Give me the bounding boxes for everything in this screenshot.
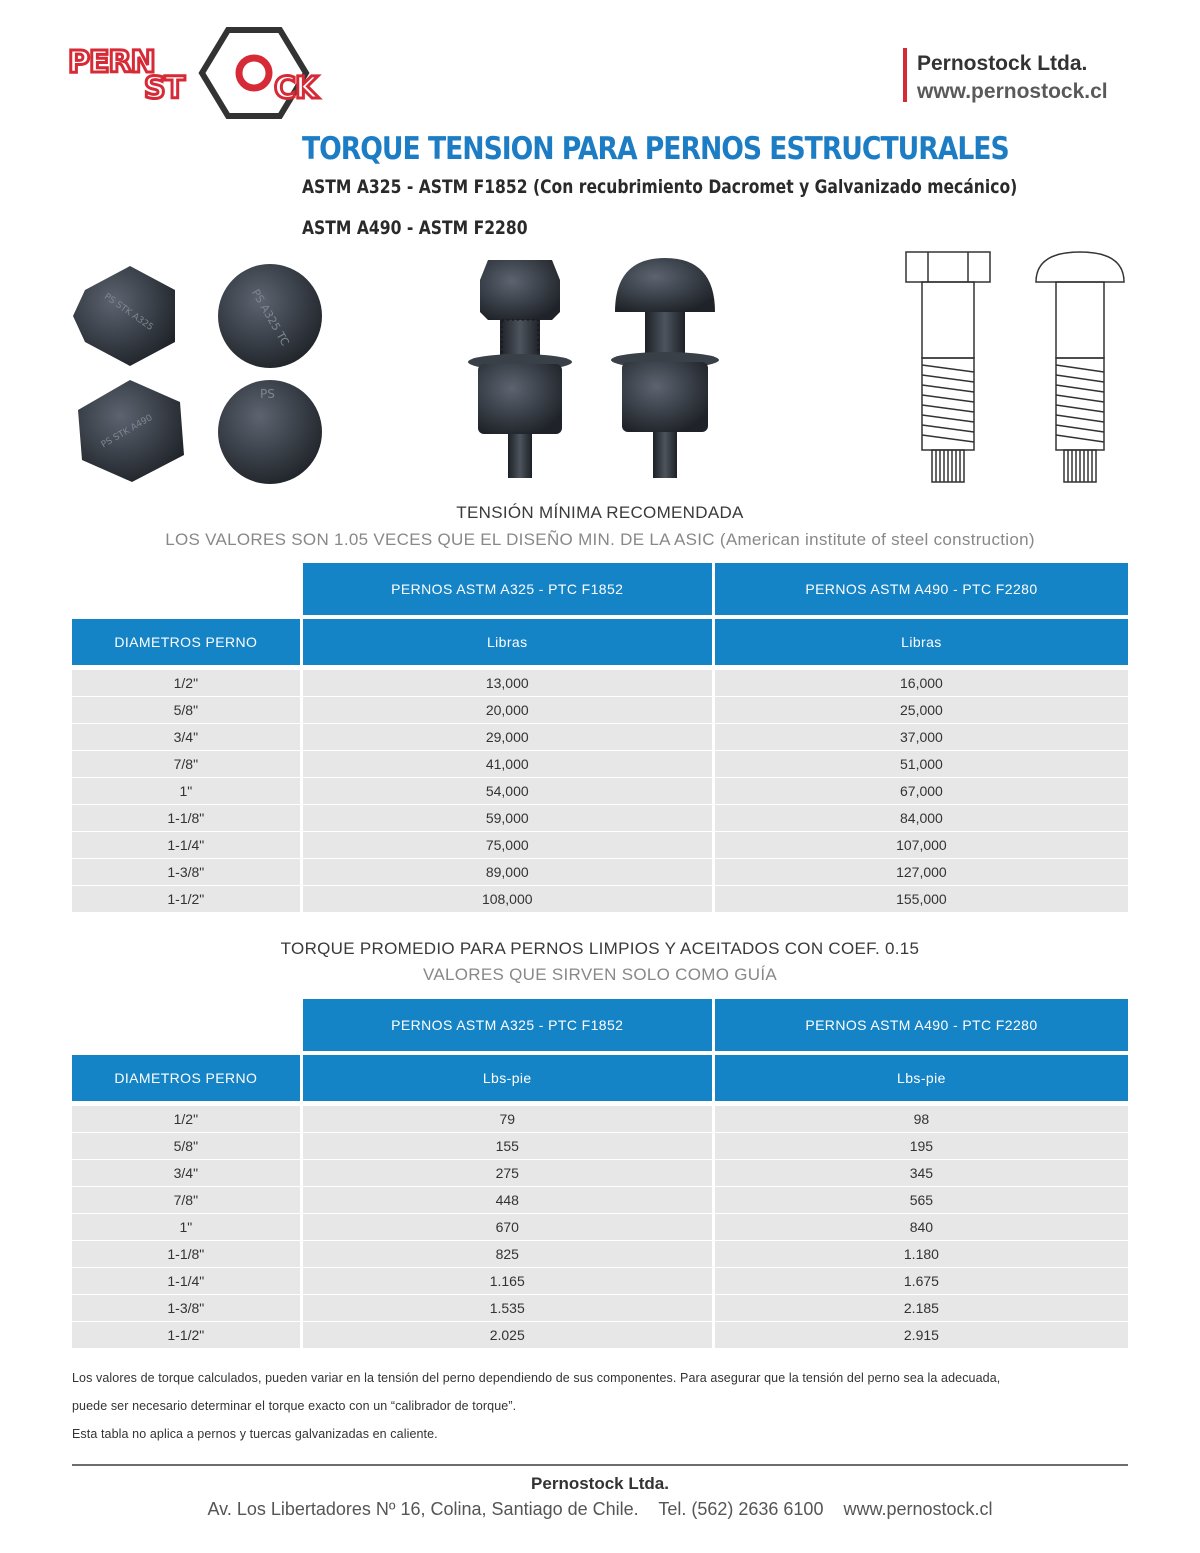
table-row <box>72 1267 1128 1294</box>
value-b-cell: 127,000 <box>715 858 1128 885</box>
diameter-cell: 3/4" <box>72 1159 303 1186</box>
value-b-cell: 16,000 <box>715 669 1128 696</box>
value-b-cell: 51,000 <box>715 750 1128 777</box>
tension-table-units-row <box>72 619 1128 665</box>
value-a-cell: 825 <box>303 1240 715 1267</box>
torque-col-a325-header: PERNOS ASTM A325 - PTC F1852 <box>303 999 715 1051</box>
diameter-cell: 1-1/4" <box>72 831 303 858</box>
value-a-cell: 2.025 <box>303 1321 715 1348</box>
footer-company-name: Pernostock Ltda. <box>531 1474 669 1493</box>
header-blank-cell <box>72 563 303 615</box>
diameter-cell: 1" <box>72 777 303 804</box>
table-row <box>72 1105 1128 1132</box>
torque-section-title: TORQUE PROMEDIO PARA PERNOS LIMPIOS Y ACEITADOS CON COEF. 0.15 <box>280 939 920 958</box>
hex-head-a325-icon <box>73 266 175 366</box>
subtitle-a325: ASTM A325 - ASTM F1852 (Con recubrimiento Dacromet y Galvanizado mecánico) <box>302 176 1018 198</box>
table-row <box>72 750 1128 777</box>
value-b-cell: 2.915 <box>715 1321 1128 1348</box>
diameter-cell: 1-1/8" <box>72 1240 303 1267</box>
value-b-cell: 155,000 <box>715 885 1128 912</box>
diameter-header: DIAMETROS PERNO <box>72 619 303 665</box>
diameter-cell: 1/2" <box>72 1105 303 1132</box>
table-row <box>72 669 1128 696</box>
table-row <box>72 1240 1128 1267</box>
diameter-cell: 1-1/2" <box>72 885 303 912</box>
logo-text-st: ST <box>144 71 185 106</box>
torque-table <box>72 999 1128 1348</box>
diameter-cell: 1/2" <box>72 669 303 696</box>
value-a-cell: 41,000 <box>303 750 715 777</box>
tension-table <box>72 563 1128 912</box>
diameter-cell: 1-1/4" <box>72 1267 303 1294</box>
table-row <box>72 1186 1128 1213</box>
value-a-cell: 275 <box>303 1159 715 1186</box>
value-b-cell: 67,000 <box>715 777 1128 804</box>
header-blank-cell <box>72 999 303 1051</box>
logo-text-ck: CK <box>274 71 318 106</box>
value-b-cell: 37,000 <box>715 723 1128 750</box>
round-head-a490tc-icon <box>218 380 322 484</box>
value-b-cell: 1.180 <box>715 1240 1128 1267</box>
value-b-cell: 195 <box>715 1132 1128 1159</box>
value-a-cell: 155 <box>303 1132 715 1159</box>
logo-text-pern: PERN <box>68 45 155 80</box>
round-bolt-assembly-icon <box>611 258 719 478</box>
note-line-3: Esta tabla no aplica a pernos y tuercas galvanizadas en caliente. <box>72 1427 438 1441</box>
hex-bolt-drawing-icon <box>906 252 990 482</box>
logo-o-ring-icon <box>239 58 269 88</box>
footer-divider <box>72 1464 1128 1466</box>
torque-table-units-row <box>72 1055 1128 1101</box>
svg-text:PS STK A490: PS STK A490 <box>99 413 155 451</box>
table-row <box>72 858 1128 885</box>
diameter-cell: 1-1/8" <box>72 804 303 831</box>
value-a-cell: 59,000 <box>303 804 715 831</box>
value-a-cell: 79 <box>303 1105 715 1132</box>
value-a-cell: 1.165 <box>303 1267 715 1294</box>
value-b-cell: 565 <box>715 1186 1128 1213</box>
value-a-cell: 108,000 <box>303 885 715 912</box>
subtitle-a490: ASTM A490 - ASTM F2280 <box>302 217 528 239</box>
value-b-cell: 840 <box>715 1213 1128 1240</box>
value-a-cell: 448 <box>303 1186 715 1213</box>
value-a-cell: 54,000 <box>303 777 715 804</box>
value-a-cell: 89,000 <box>303 858 715 885</box>
table-row <box>72 831 1128 858</box>
diameter-cell: 1-1/2" <box>72 1321 303 1348</box>
table-row <box>72 696 1128 723</box>
diameter-cell: 3/4" <box>72 723 303 750</box>
diameter-header: DIAMETROS PERNO <box>72 1055 303 1101</box>
company-website-link[interactable]: www.pernostock.cl <box>917 80 1108 103</box>
diameter-cell: 1-3/8" <box>72 858 303 885</box>
value-a-cell: 20,000 <box>303 696 715 723</box>
value-b-cell: 107,000 <box>715 831 1128 858</box>
table-row <box>72 1159 1128 1186</box>
company-accent-bar <box>903 48 907 102</box>
round-bolt-drawing-icon <box>1036 252 1124 482</box>
diameter-cell: 7/8" <box>72 750 303 777</box>
svg-text:PS STK A325: PS STK A325 <box>102 291 155 333</box>
torque-table-header-row <box>72 999 1128 1051</box>
tension-section-title: TENSIÓN MÍNIMA RECOMENDADA <box>456 503 744 522</box>
table-row <box>72 1321 1128 1348</box>
footer-address: Av. Los Libertadores Nº 16, Colina, Santiago de Chile. Tel. (562) 2636 6100 www.pernostock.cl <box>207 1499 993 1519</box>
round-head-a325tc-icon <box>218 264 322 368</box>
torque-unit-a490: Lbs-pie <box>715 1055 1128 1101</box>
value-b-cell: 25,000 <box>715 696 1128 723</box>
torque-unit-a325: Lbs-pie <box>303 1055 715 1101</box>
svg-text:PS: PS <box>260 387 275 401</box>
value-a-cell: 1.535 <box>303 1294 715 1321</box>
value-b-cell: 98 <box>715 1105 1128 1132</box>
table-row <box>72 777 1128 804</box>
torque-section-subtitle: VALORES QUE SIRVEN SOLO COMO GUÍA <box>422 965 778 984</box>
hex-bolt-assembly-icon <box>468 260 572 478</box>
diameter-cell: 7/8" <box>72 1186 303 1213</box>
tension-unit-a490: Libras <box>715 619 1128 665</box>
value-b-cell: 2.185 <box>715 1294 1128 1321</box>
table-row <box>72 804 1128 831</box>
note-line-1: Los valores de torque calculados, pueden variar en la tensión del perno dependiendo de sus componentes. Para asegurar que la tensión del perno sea la adecuada, <box>72 1371 1001 1385</box>
value-a-cell: 29,000 <box>303 723 715 750</box>
value-a-cell: 13,000 <box>303 669 715 696</box>
pernostock-logo <box>66 26 346 120</box>
company-name: Pernostock Ltda. <box>917 52 1088 75</box>
diameter-cell: 5/8" <box>72 696 303 723</box>
tension-section-subtitle: LOS VALORES SON 1.05 VECES QUE EL DISEÑO MIN. DE LA ASIC (American institute of steel construction) <box>165 530 1035 549</box>
tension-unit-a325: Libras <box>303 619 715 665</box>
value-a-cell: 670 <box>303 1213 715 1240</box>
table-row <box>72 885 1128 912</box>
bolt-images <box>70 250 1130 500</box>
hex-head-a490-icon <box>78 380 184 482</box>
value-b-cell: 1.675 <box>715 1267 1128 1294</box>
diameter-cell: 1-3/8" <box>72 1294 303 1321</box>
diameter-cell: 5/8" <box>72 1132 303 1159</box>
value-b-cell: 345 <box>715 1159 1128 1186</box>
table-row <box>72 1213 1128 1240</box>
tension-col-a325-header: PERNOS ASTM A325 - PTC F1852 <box>303 563 715 615</box>
torque-col-a490-header: PERNOS ASTM A490 - PTC F2280 <box>715 999 1128 1051</box>
table-row <box>72 723 1128 750</box>
value-a-cell: 75,000 <box>303 831 715 858</box>
table-row <box>72 1294 1128 1321</box>
note-line-2: puede ser necesario determinar el torque exacto con un “calibrador de torque”. <box>72 1399 517 1413</box>
svg-text:PS A325 TC: PS A325 TC <box>248 287 292 348</box>
table-row <box>72 1132 1128 1159</box>
value-b-cell: 84,000 <box>715 804 1128 831</box>
tension-col-a490-header: PERNOS ASTM A490 - PTC F2280 <box>715 563 1128 615</box>
tension-table-header-row <box>72 563 1128 615</box>
diameter-cell: 1" <box>72 1213 303 1240</box>
page-title: TORQUE TENSION PARA PERNOS ESTRUCTURALES <box>302 131 1009 167</box>
